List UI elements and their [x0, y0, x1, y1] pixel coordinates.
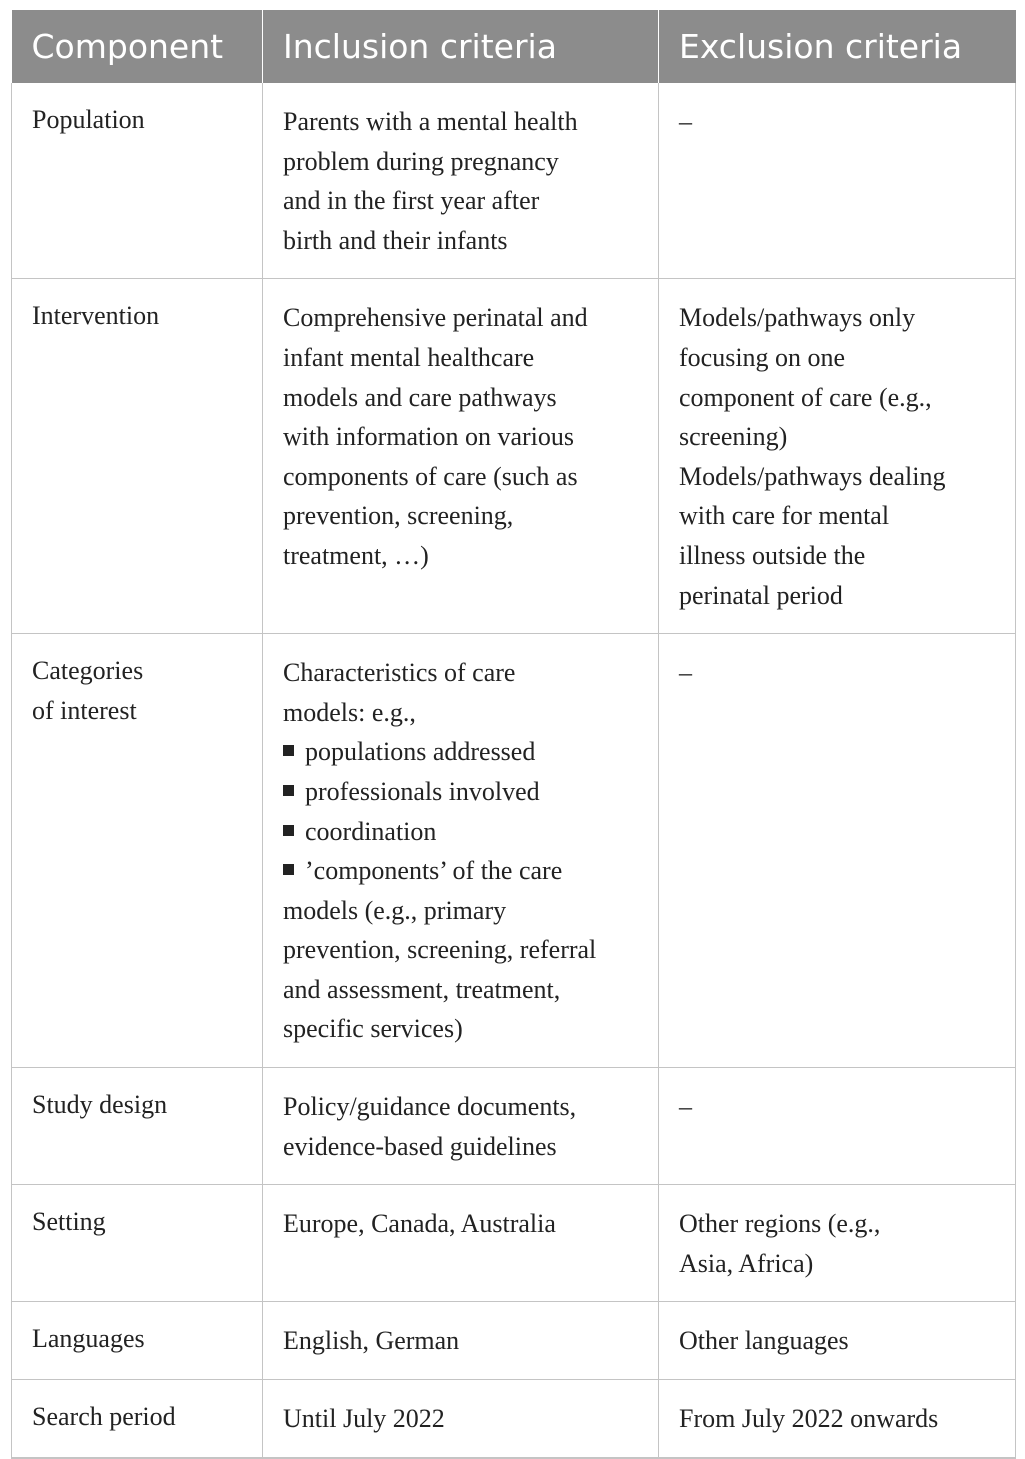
criteria-text-line — [283, 1399, 644, 1439]
table-row-setting — [12, 1185, 1016, 1302]
bullet-list-item — [283, 772, 644, 812]
criteria-text-line — [679, 536, 1001, 576]
component-cell — [12, 1185, 263, 1302]
criteria-text: and in the first year after — [283, 186, 540, 216]
inclusion-criteria-cell — [263, 1068, 659, 1185]
component-label-line: of interest — [32, 695, 137, 725]
criteria-text: English, German — [283, 1326, 460, 1356]
criteria-text: Other regions (e.g., — [679, 1209, 881, 1239]
criteria-text-line — [679, 1087, 1001, 1127]
criteria-text: and assessment, treatment, — [283, 974, 561, 1004]
criteria-text-line — [679, 1321, 1001, 1361]
criteria-text-line — [283, 338, 644, 378]
inclusion-criteria-cell — [263, 634, 659, 1068]
criteria-text: Parents with a mental health — [283, 107, 578, 136]
criteria-text: prevention, screening, — [283, 501, 514, 531]
header-exclusion-criteria: Exclusion criteria — [659, 10, 1016, 83]
criteria-text: Other languages — [679, 1326, 849, 1356]
criteria-text-line — [283, 378, 644, 418]
inclusion-criteria-cell — [263, 1185, 659, 1302]
component-label-line: Setting — [32, 1207, 106, 1237]
table-row-languages — [12, 1302, 1016, 1380]
criteria-text: illness outside the — [679, 540, 866, 570]
table-row-search-period — [12, 1380, 1016, 1458]
criteria-text: components of care (such as — [283, 461, 578, 491]
criteria-text-line — [283, 1009, 644, 1049]
exclusion-criteria-cell — [659, 83, 1016, 279]
component-label-line: Population — [32, 105, 145, 134]
criteria-text: birth and their infants — [283, 225, 508, 255]
table-row-categories-of-interest — [12, 634, 1016, 1068]
exclusion-criteria-cell — [659, 1302, 1016, 1380]
criteria-text: – — [679, 1092, 692, 1122]
criteria-text: coordination — [305, 816, 437, 846]
criteria-text-line — [679, 298, 1001, 338]
component-cell — [12, 1380, 263, 1458]
criteria-text-line — [679, 338, 1001, 378]
criteria-text: Europe, Canada, Australia — [283, 1209, 556, 1239]
criteria-text-line — [283, 298, 644, 338]
criteria-text-line — [283, 221, 644, 261]
criteria-text: Models/pathways dealing — [679, 461, 946, 491]
criteria-text-line — [283, 1321, 644, 1361]
component-label-line: Languages — [32, 1324, 145, 1354]
criteria-table — [11, 10, 1016, 1459]
criteria-text-line — [283, 970, 644, 1010]
exclusion-criteria-cell — [659, 279, 1016, 634]
criteria-text: infant mental healthcare — [283, 342, 535, 372]
criteria-text: From July 2022 onwards — [679, 1404, 939, 1434]
exclusion-criteria-cell — [659, 1185, 1016, 1302]
inclusion-criteria-cell — [263, 83, 659, 279]
square-bullet-icon — [283, 745, 294, 756]
criteria-text: problem during pregnancy — [283, 146, 559, 176]
criteria-text-line — [283, 536, 644, 576]
square-bullet-icon — [283, 864, 294, 875]
component-label-line: Categories — [32, 656, 144, 686]
inclusion-criteria-cell — [263, 279, 659, 634]
criteria-text-line — [679, 496, 1001, 536]
square-bullet-icon — [283, 785, 294, 796]
criteria-text: screening) — [679, 422, 788, 452]
component-label-line: Intervention — [32, 301, 160, 331]
criteria-text-line — [679, 576, 1001, 616]
bullet-list-item — [283, 732, 644, 772]
criteria-text-line — [283, 102, 644, 142]
criteria-text-line — [283, 653, 644, 693]
criteria-text-line — [679, 1244, 1001, 1284]
inclusion-criteria-cell — [263, 1380, 659, 1458]
criteria-text: evidence-based guidelines — [283, 1131, 557, 1161]
component-label-line: Study design — [32, 1090, 168, 1120]
criteria-text-line — [679, 417, 1001, 457]
component-label-line: Search period — [32, 1402, 176, 1432]
component-cell — [12, 279, 263, 634]
bullet-list-item — [283, 851, 644, 891]
criteria-text-line — [283, 457, 644, 497]
criteria-text-line — [283, 1087, 644, 1127]
criteria-text-line — [679, 1399, 1001, 1439]
bullet-list-item — [283, 812, 644, 852]
criteria-text: – — [679, 107, 692, 136]
table-header — [12, 10, 1016, 83]
inclusion-criteria-cell — [263, 1302, 659, 1380]
criteria-text: Asia, Africa) — [679, 1248, 814, 1278]
component-cell — [12, 1302, 263, 1380]
header-row — [12, 10, 1016, 83]
header-component: Component — [12, 10, 263, 83]
table-row-study-design — [12, 1068, 1016, 1185]
criteria-text: treatment, …) — [283, 540, 429, 570]
criteria-text: ’components’ of the care — [305, 856, 563, 886]
table-row-population — [12, 83, 1016, 279]
criteria-text: professionals involved — [305, 776, 540, 806]
criteria-text: component of care (e.g., — [679, 382, 932, 412]
criteria-text-line — [679, 653, 1001, 693]
square-bullet-icon — [283, 825, 294, 836]
criteria-text-line — [679, 457, 1001, 497]
criteria-text-line — [283, 496, 644, 536]
component-cell — [12, 1068, 263, 1185]
criteria-text-line — [283, 693, 644, 733]
criteria-text-line — [679, 102, 1001, 142]
component-cell — [12, 634, 263, 1068]
criteria-text: specific services) — [283, 1014, 463, 1044]
table-body — [12, 83, 1016, 1458]
criteria-text: Until July 2022 — [283, 1404, 445, 1434]
criteria-text-line — [283, 181, 644, 221]
criteria-text-line — [283, 1127, 644, 1167]
criteria-text: Comprehensive perinatal and — [283, 303, 588, 333]
component-cell — [12, 83, 263, 279]
criteria-text: models: e.g., — [283, 697, 416, 727]
criteria-text-line — [679, 1204, 1001, 1244]
criteria-text: prevention, screening, referral — [283, 935, 597, 965]
criteria-text: Characteristics of care — [283, 658, 516, 688]
criteria-text-line — [679, 378, 1001, 418]
header-inclusion-criteria: Inclusion criteria — [263, 10, 659, 83]
criteria-text: with care for mental — [679, 501, 890, 531]
criteria-text-line — [283, 930, 644, 970]
criteria-text-line — [283, 1204, 644, 1244]
criteria-text: – — [679, 658, 692, 688]
criteria-text-line — [283, 142, 644, 182]
criteria-text-line — [283, 417, 644, 457]
criteria-text: with information on various — [283, 422, 575, 452]
criteria-text-line — [283, 891, 644, 931]
criteria-text: focusing on one — [679, 342, 846, 372]
exclusion-criteria-cell — [659, 1380, 1016, 1458]
criteria-text: populations addressed — [305, 737, 536, 767]
criteria-text: Models/pathways only — [679, 303, 916, 333]
exclusion-criteria-cell — [659, 634, 1016, 1068]
criteria-text: models (e.g., primary — [283, 895, 507, 925]
exclusion-criteria-cell — [659, 1068, 1016, 1185]
table-row-intervention — [12, 279, 1016, 634]
criteria-text: models and care pathways — [283, 382, 557, 412]
criteria-text: Policy/guidance documents, — [283, 1092, 577, 1122]
criteria-text: perinatal period — [679, 580, 843, 610]
